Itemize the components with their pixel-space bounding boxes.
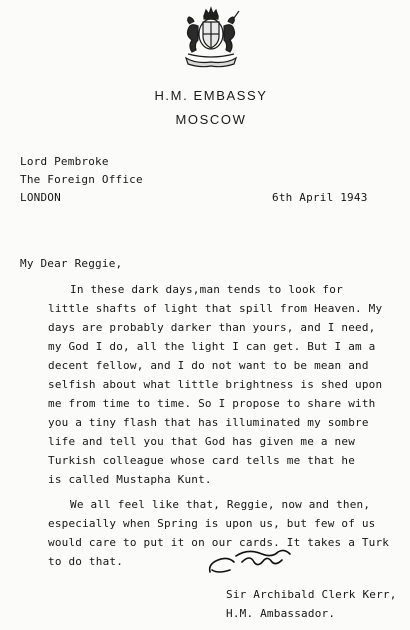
body-line: life and tell you that God has given me a new bbox=[48, 435, 356, 448]
body-line: my God I do, all the light I can get. But I am a bbox=[48, 340, 376, 353]
letterhead-embassy: H.M. EMBASSY bbox=[154, 88, 268, 103]
body-line: Turkish colleague whose card tells me that he bbox=[48, 454, 356, 467]
letter-date: 6th April 1943 bbox=[272, 191, 368, 204]
body-line: We all feel like that, Reggie, now and then, bbox=[70, 498, 371, 511]
body-line: In these dark days,man tends to look for bbox=[70, 283, 343, 296]
royal-coat-of-arms-icon bbox=[176, 6, 246, 68]
signatory-name: Sir Archibald Clerk Kerr, bbox=[226, 588, 397, 601]
body-line: decent fellow, and I do not want to be mean and bbox=[48, 359, 369, 372]
recipient-city: LONDON bbox=[20, 191, 61, 204]
recipient-office: The Foreign Office bbox=[20, 173, 143, 186]
letterhead-city: MOSCOW bbox=[175, 112, 247, 127]
body-line: would care to put it on our cards. It takes a Turk bbox=[48, 536, 390, 549]
handwritten-signature bbox=[206, 540, 298, 578]
body-line: you a tiny flash that has illuminated my sombre bbox=[48, 416, 369, 429]
body-line: me from time to time. So I propose to share with bbox=[48, 397, 376, 410]
body-line: little shafts of light that spill from Heaven. My bbox=[48, 302, 383, 315]
body-line: to do that. bbox=[48, 555, 124, 568]
salutation: My Dear Reggie, bbox=[20, 257, 123, 270]
recipient-name: Lord Pembroke bbox=[20, 155, 109, 168]
body-line: selfish about what little brightness is shed upon bbox=[48, 378, 383, 391]
body-line: is called Mustapha Kunt. bbox=[48, 473, 212, 486]
signatory-title: H.M. Ambassador. bbox=[226, 607, 336, 620]
body-line: days are probably darker than yours, and I need, bbox=[48, 321, 376, 334]
body-line: especially when Spring is upon us, but few of us bbox=[48, 517, 376, 530]
